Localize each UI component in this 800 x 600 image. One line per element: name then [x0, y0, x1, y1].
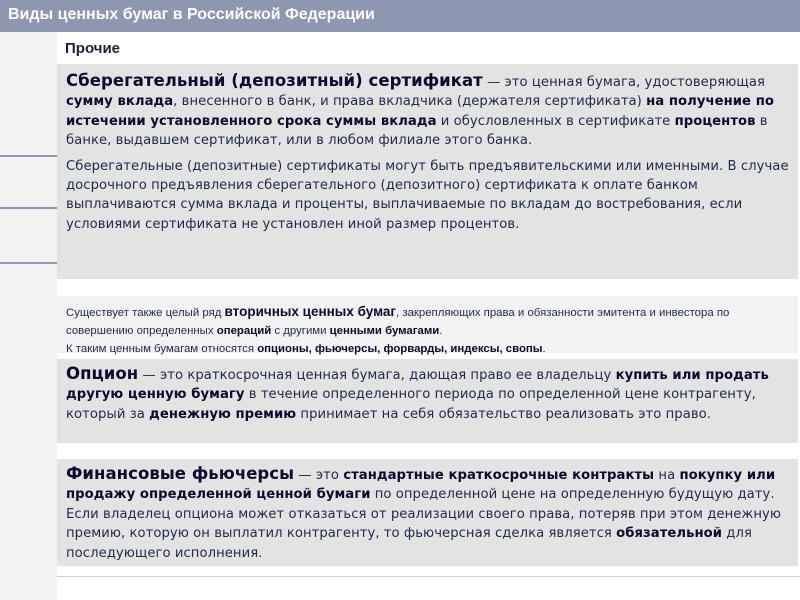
text-run: — это [294, 468, 344, 483]
text-run: Существует также целый ряд [66, 307, 225, 319]
text-run: на [654, 468, 680, 483]
text-run: — это ценная бумага, удостоверяющая [482, 75, 765, 90]
secondary-text [66, 303, 790, 340]
option-definition [66, 364, 790, 424]
text-run: , закрепляющих права и обязанности эмитента и инвестора по совершению определенных [66, 307, 730, 337]
page-title: Виды ценных бумаг в Российской Федерации [8, 6, 375, 23]
text-run: , внесенного в банк, и права вкладчика (держателя сертификата) [173, 94, 647, 110]
futures-definition [66, 464, 790, 563]
text-run: для последующего исполнения. [66, 526, 752, 561]
text-run: — это краткосрочная ценная бумага, дающая право ее владельцу [138, 368, 616, 383]
emphasis: операций [216, 325, 272, 337]
left-decor-bar [0, 0, 57, 600]
futures-panel [57, 459, 798, 566]
emphasis: сумму вклада [66, 94, 174, 110]
text-run: по определенной цене на определенную будущую дату. Если владелец опциона может отказаться от реализации своего права, потеряв при этом денежную премию, которую он выплатил контрагенту, то фьючерсная сделка является [66, 487, 782, 542]
decor-stripe [0, 155, 57, 157]
emphasis: опционы, фьючерсы, форварды, индексы, свопы [257, 343, 543, 355]
emphasis: обязательной [616, 526, 723, 542]
emphasis: купить или продать другую ценную бумагу [66, 368, 769, 403]
text-run: . [542, 343, 546, 355]
option-term: Опцион [66, 364, 139, 383]
section-title: Прочие [65, 40, 121, 57]
emphasis: на получение по истечении установленного срока суммы вклада [66, 94, 774, 129]
certificate-definition [66, 71, 790, 151]
emphasis: стандартные краткосрочные контракты [343, 468, 655, 483]
text-run: принимает на себя обязательство реализовать это право. [296, 406, 712, 422]
emphasis: покупку или продажу определенной ценной бумаги [66, 468, 776, 503]
futures-term: Финансовые фьючерсы [66, 464, 295, 483]
secondary-list [66, 340, 790, 358]
text-run: . [439, 325, 443, 337]
bottom-divider [57, 576, 800, 577]
title-bar [0, 0, 800, 32]
text-run: в течение определенного периода по определенной цене контрагенту, который за [66, 387, 756, 422]
decor-stripe [0, 262, 57, 264]
emphasis: процентов [674, 113, 756, 129]
certificate-term: Сберегательный (депозитный) сертификат [66, 71, 483, 90]
text-run: и обусловленных в сертификате [436, 113, 675, 129]
certificate-details: Сберегательные (депозитные) сертификаты могут быть предъявительскими или именными. В случае досрочного предъявления сберегательного (депозитного) сертификата к оплате банком выплачиваются сумма вклада и проценты, выплачиваемые по вкладам до востребования, если условиями сертификата не установлен иной размер процентов. [66, 158, 789, 232]
emphasis: вторичных ценных бумаг [224, 304, 397, 319]
secondary-securities-panel [57, 296, 798, 353]
section-header [57, 32, 800, 64]
text-run: с другими [271, 325, 330, 337]
text-run: в банке, выдавшем сертификат, или в любом филиале этого банка. [66, 113, 768, 149]
emphasis: денежную премию [149, 406, 297, 422]
decor-stripe [0, 207, 57, 209]
certificate-panel [57, 64, 798, 279]
text-run: К таким ценным бумагам относятся [66, 343, 258, 355]
emphasis: ценными бумагами [329, 325, 440, 337]
option-panel [57, 359, 798, 443]
